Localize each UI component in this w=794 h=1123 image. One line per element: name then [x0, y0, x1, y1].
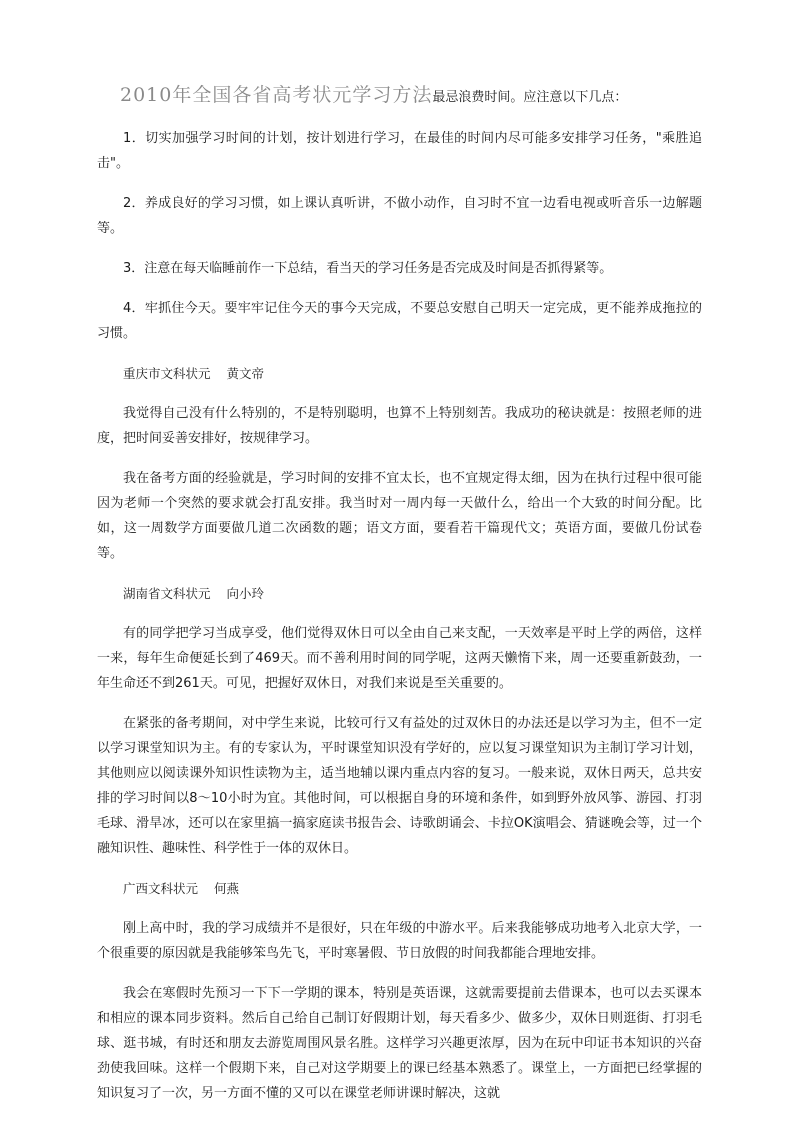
tip-paragraph: 4．牢抓住今天。要牢牢记住今天的事今天完成，不要总安慰自己明天一定完成，更不能养成拖拉的习惯。 — [97, 301, 702, 341]
section-heading — [97, 876, 702, 901]
page-title: 2010年全国各省高考状元学习方法 — [120, 84, 433, 106]
section-paragraph: 我在备考方面的经验就是，学习时间的安排不宜太长，也不宜规定得太细，因为在执行过程中很可能因为老师一个突然的要求就会打乱安排。我当时对一周内每一天做什么，给出一个大致的时间分配。比如，这一周数学方面要做几道二次函数的题；语文方面，要看若干篇现代文；英语方面，要做几份试卷等。 — [97, 471, 702, 561]
section-title: 湖南省文科状元 — [123, 586, 211, 601]
section-paragraph: 我觉得自己没有什么特别的，不是特别聪明，也算不上特别刻苦。我成功的秘诀就是：按照老师的进度，把时间妥善安排好，按规律学习。 — [97, 406, 702, 446]
document-body — [97, 126, 702, 1121]
tip-paragraph: 2．养成良好的学习习惯，如上课认真听讲，不做小动作，自习时不宜一边看电视或听音乐一边解题等。 — [97, 196, 702, 236]
document-header — [120, 83, 627, 110]
section-author: 何燕 — [214, 881, 240, 896]
section-heading — [97, 581, 702, 606]
section-paragraph: 我会在寒假时先预习一下下一学期的课本，特别是英语课，这就需要提前去借课本，也可以去买课本和相应的课本同步资料。然后自己给自己制订好假期计划，每天看多少、做多少，双休日则逛街、打羽毛球、逛书城，有时还和朋友去游览周围风景名胜。这样学习兴趣更浓厚，因为在玩中印证书本知识的兴奋劲使我回味。这样一个假期下来，自己对这学期要上的课已经基本熟悉了。课堂上，一方面把已经掌握的知识复习了一次，另一方面不懂的又可以在课堂老师讲课时解决，这就 — [97, 986, 702, 1101]
section-heading — [97, 361, 702, 386]
tip-paragraph: 1．切实加强学习时间的计划，按计划进行学习，在最佳的时间内尽可能多安排学习任务，"乘胜追击"。 — [97, 131, 702, 171]
section-author: 向小玲 — [226, 586, 265, 601]
section-paragraph: 在紧张的备考期间，对中学生来说，比较可行又有益处的过双休日的办法还是以学习为主，但不一定以学习课堂知识为主。有的专家认为，平时课堂知识没有学好的，应以复习课堂知识为主制订学习计划，其他则应以阅读课外知识性读物为主，适当地辅以课内重点内容的复习。一般来说，双休日两天，总共安排的学习时间以8～10小时为宜。其他时间，可以根据自身的环境和条件，如到野外放风筝、游园、打羽毛球、滑旱冰，还可以在家里搞一搞家庭读书报告会、诗歌朗诵会、卡拉OK演唱会、猜谜晚会等，过一个融知识性、趣味性、科学性于一体的双休日。 — [97, 716, 702, 856]
section-title: 重庆市文科状元 — [123, 366, 211, 381]
title-note: 最忌浪费时间。应注意以下几点： — [432, 90, 628, 105]
section-paragraph: 有的同学把学习当成享受，他们觉得双休日可以全由自己来支配，一天效率是平时上学的两倍，这样一来，每年生命便延长到了469天。而不善利用时间的同学呢，这两天懒惰下来，周一还要重新鼓劲，一年生命还不到261天。可见，把握好双休日，对我们来说是至关重要的。 — [97, 626, 702, 691]
section-title: 广西文科状元 — [123, 881, 199, 896]
section-author: 黄文帝 — [226, 366, 265, 381]
section-paragraph: 刚上高中时，我的学习成绩并不是很好，只在年级的中游水平。后来我能够成功地考入北京大学，一个很重要的原因就是我能够笨鸟先飞，平时寒暑假、节日放假的时间我都能合理地安排。 — [97, 921, 702, 961]
tip-paragraph: 3．注意在每天临睡前作一下总结，看当天的学习任务是否完成及时间是否抓得紧等。 — [123, 261, 613, 276]
